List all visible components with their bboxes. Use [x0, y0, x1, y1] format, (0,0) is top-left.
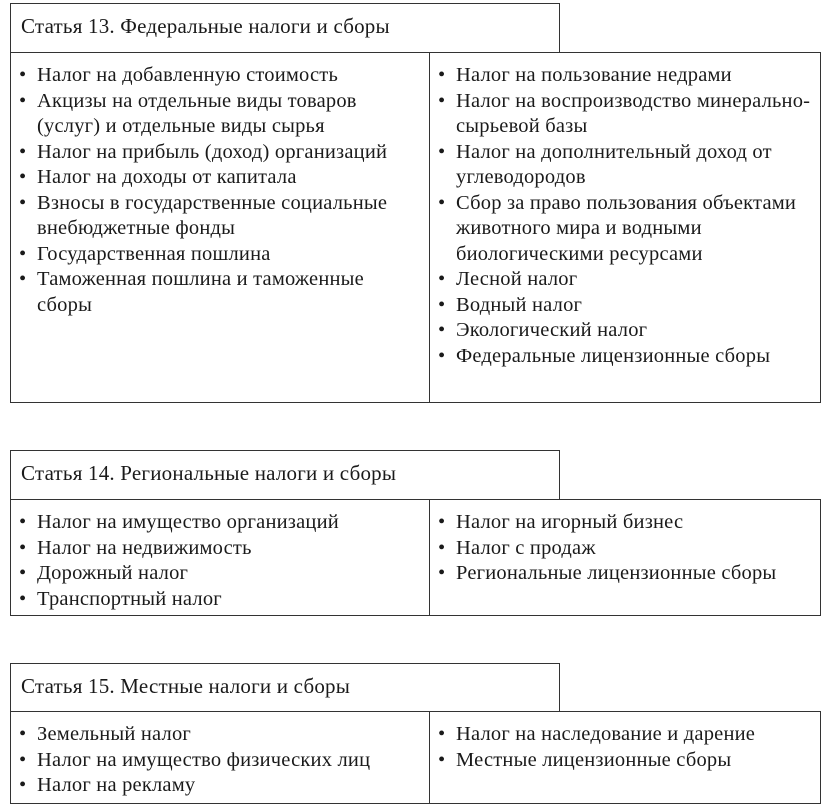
list-item: • Налог на пользование недрами: [438, 63, 814, 89]
tax-table: [10, 52, 821, 403]
bullet-icon: •: [438, 293, 446, 316]
tax-table: [10, 499, 821, 616]
list-item: • Экологический налог: [438, 318, 814, 344]
bullet-icon: •: [438, 748, 446, 771]
bullet-icon: •: [438, 64, 446, 86]
bullet-icon: •: [19, 191, 27, 214]
right-column: [430, 712, 820, 803]
bullet-icon: •: [438, 511, 446, 533]
tax-table: [10, 711, 821, 804]
bullet-icon: •: [438, 562, 446, 584]
right-column: [430, 53, 820, 402]
list-item: • Акцизы на отдельные виды товаров (услуг) и отдельные виды сырья: [19, 89, 357, 137]
list-item: • Налог на доходы от капитала: [19, 165, 423, 191]
bullet-icon: •: [438, 536, 446, 559]
list-item: • Дорожный налог: [19, 561, 423, 587]
bullet-icon: •: [19, 89, 27, 112]
list-item: • Налог на рекламу: [19, 773, 423, 799]
bullet-icon: •: [19, 166, 27, 188]
left-column: [11, 500, 430, 615]
article-title: Статья 15. Местные налоги и сборы: [10, 663, 560, 711]
bullet-icon: •: [19, 242, 27, 265]
bullet-icon: •: [19, 64, 27, 86]
list-item: • Федеральные лицензионные сборы: [438, 344, 814, 370]
bullet-icon: •: [19, 140, 27, 163]
left-column: [11, 53, 430, 402]
list-item: • Таможенная пошлина и таможенные сборы: [19, 268, 364, 316]
list-item: • Налог на имущество организаций: [19, 510, 423, 536]
bullet-icon: •: [438, 344, 446, 367]
bullet-icon: •: [19, 511, 27, 533]
list-item: • Местные лицензионные сборы: [438, 748, 814, 774]
list-item: • Региональные лицензионные сборы: [438, 561, 814, 587]
bullet-icon: •: [438, 319, 446, 341]
bullet-icon: •: [438, 723, 446, 745]
bullet-icon: •: [19, 268, 27, 290]
list-item: • Налог на воспроизводство минерально-сырьевой базы: [438, 89, 811, 137]
list-item: • Водный налог: [438, 293, 814, 319]
list-item: • Налог на добавленную стоимость: [19, 63, 423, 89]
list-item: • Налог на имущество физических лиц: [19, 748, 423, 774]
bullet-icon: •: [438, 191, 446, 214]
right-column: [430, 500, 820, 615]
list-item: • Налог на прибыль (доход) организаций: [19, 140, 423, 166]
bullet-icon: •: [19, 587, 27, 610]
bullet-icon: •: [19, 723, 27, 745]
list-item: • Транспортный налог: [19, 587, 423, 613]
article-title: Статья 14. Региональные налоги и сборы: [10, 450, 560, 499]
bullet-icon: •: [19, 748, 27, 771]
list-item: • Лесной налог: [438, 267, 814, 293]
list-item: • Налог на недвижимость: [19, 536, 423, 562]
bullet-icon: •: [19, 774, 27, 796]
bullet-icon: •: [19, 562, 27, 584]
bullet-icon: •: [19, 536, 27, 559]
list-item: • Сбор за право пользования объектами животного мира и водными биологическими ресурсами: [438, 191, 797, 265]
left-column: [11, 712, 430, 803]
list-item: • Налог на игорный бизнес: [438, 510, 814, 536]
list-item: • Государственная пошлина: [19, 242, 423, 268]
bullet-icon: •: [438, 89, 446, 112]
article-title: Статья 13. Федеральные налоги и сборы: [10, 3, 560, 52]
list-item: • Налог на наследование и дарение: [438, 722, 814, 748]
list-item: • Взносы в государственные социальные внебюджетные фонды: [19, 191, 388, 239]
bullet-icon: •: [438, 140, 446, 163]
bullet-icon: •: [438, 268, 446, 290]
list-item: • Налог на дополнительный доход от углеводородов: [438, 140, 772, 188]
list-item: • Земельный налог: [19, 722, 423, 748]
list-item: • Налог с продаж: [438, 536, 814, 562]
